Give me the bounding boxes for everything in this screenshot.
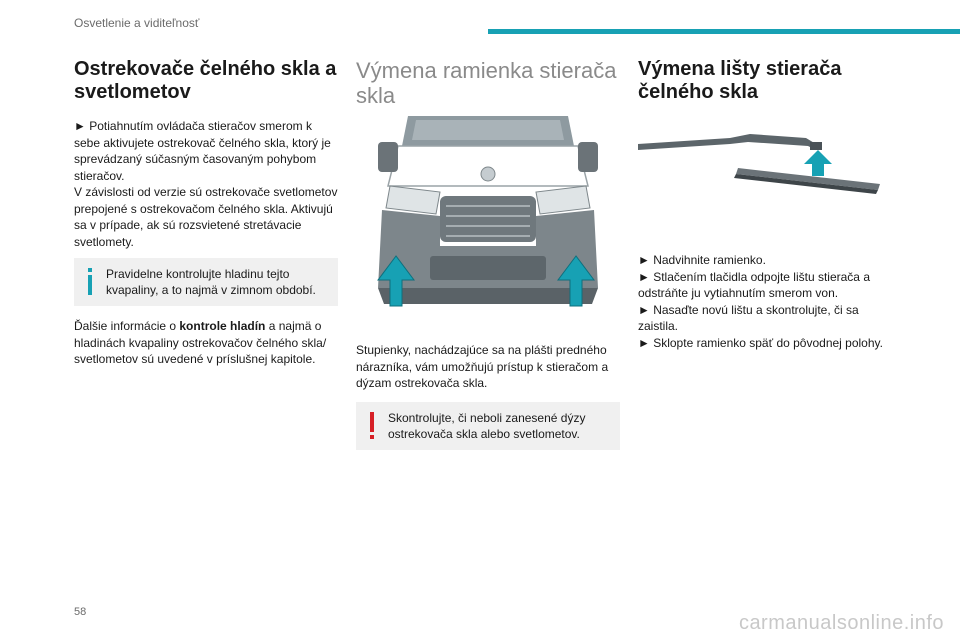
arrow-up-icon [804, 150, 832, 176]
more-info-text-end: a najmä o hladinách kvapaliny ostrekovačov čelného skla/ svetlometov sú uvedené v príslušnej kapitole. [74, 319, 327, 366]
section-header-label: Osvetlenie a viditeľnosť [74, 16, 200, 30]
section-header-accent-bar [488, 29, 960, 34]
washers-step-text: Potiahnutím ovládača stieračov smerom k sebe aktivujete ostrekovač čelného skla, ktorý je sprevádzaný súčasným časovaným pohybom stieračov. [74, 119, 331, 183]
washers-headlamp-paragraph: V závislosti od verzie sú ostrekovače svetlometov prepojené s ostrekovačom čelného skla. Aktivujú sa v prípade, ak sú rozsvietené stretávacie svetlomety. [74, 185, 338, 249]
blade-step-3: ► Nasaďte novú lištu a skontrolujte, či sa zaistila. [638, 302, 859, 333]
info-note [74, 258, 338, 306]
column-wiper-blade [638, 58, 890, 351]
info-note-text: Pravidelne kontrolujte hladinu tejto kvapaliny, a to najmä v zimnom období. [106, 267, 316, 297]
info-icon [84, 267, 96, 297]
more-info-text-start: Ďalšie informácie o [74, 319, 180, 333]
van-front-bumper-steps-icon [356, 116, 620, 312]
steps-access-paragraph: Stupienky, nachádzajúce sa na plášti predného nárazníka, vám umožňujú prístup k stieračom a dýzam ostrekovača skla. [356, 343, 609, 390]
watermark: carmanualsonline.info [738, 612, 944, 634]
blade-step-4: ► Sklopte ramienko späť do pôvodnej polohy. [638, 335, 883, 350]
wiper-blade-icon [638, 124, 890, 208]
column-washers [74, 58, 338, 368]
warning-note-text: Skontrolujte, či neboli zanesené dýzy ostrekovača skla alebo svetlometov. [388, 410, 586, 441]
warning-note [356, 402, 620, 450]
washers-step-paragraph [74, 118, 338, 184]
wiper-arm-title: Výmena ramienka stierača skla [356, 58, 617, 108]
page-number: 58 [74, 606, 87, 618]
wiper-blade-illustration [638, 124, 890, 208]
warning-icon [366, 411, 378, 441]
step-marker: ► [74, 119, 90, 133]
washers-title: Ostrekovače čelného skla a svetlometov [74, 58, 337, 103]
column-wiper-arm [356, 58, 620, 450]
more-info-bold-link: kontrole hladín [179, 319, 266, 333]
wiper-blade-title: Výmena lišty stierača čelného skla [638, 58, 842, 103]
more-info-paragraph [74, 318, 338, 368]
blade-steps-list [638, 252, 890, 351]
blade-step-1: ► Nadvihnite ramienko. [638, 253, 766, 267]
van-front-illustration [356, 116, 620, 312]
blade-step-2: ► Stlačením tlačidla odpojte lištu stierača a odstráňte ju vytiahnutím smerom von. [638, 269, 870, 300]
